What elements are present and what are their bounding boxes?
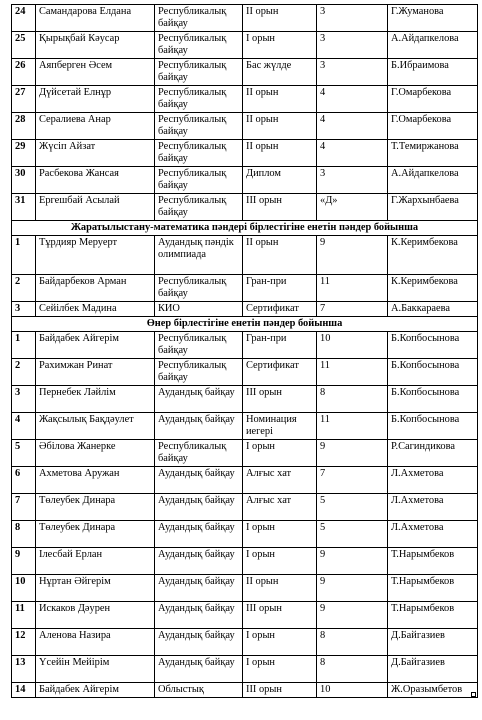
table-row bbox=[12, 629, 478, 656]
award-place-cell: Бас жүлде bbox=[243, 59, 317, 86]
award-place-cell: I орын bbox=[243, 656, 317, 683]
table-resize-handle[interactable] bbox=[471, 692, 476, 697]
student-name-cell: Тұрдияр Меруерт bbox=[36, 236, 155, 275]
grade-cell: 8 bbox=[317, 629, 388, 656]
teacher-name-cell: Б.Копбосынова bbox=[388, 386, 478, 413]
grade-cell: 9 bbox=[317, 236, 388, 275]
student-name-cell: Аяпберген Әсем bbox=[36, 59, 155, 86]
table-row bbox=[12, 302, 478, 317]
award-place-cell: Гран-при bbox=[243, 332, 317, 359]
student-name-cell: Қырықбай Кәусар bbox=[36, 32, 155, 59]
row-number-cell: 5 bbox=[12, 440, 36, 467]
teacher-name-cell: Т.Нарымбеков bbox=[388, 548, 478, 575]
award-place-cell: I орын bbox=[243, 440, 317, 467]
row-number-cell: 12 bbox=[12, 629, 36, 656]
award-place-cell: II орын bbox=[243, 5, 317, 32]
row-number-cell: 4 bbox=[12, 413, 36, 440]
student-name-cell: Байдабек Айгерім bbox=[36, 332, 155, 359]
award-place-cell: Сертификат bbox=[243, 302, 317, 317]
competition-level-cell: Аудандық байқау bbox=[155, 548, 243, 575]
grade-cell: 3 bbox=[317, 32, 388, 59]
award-place-cell: II орын bbox=[243, 140, 317, 167]
award-place-cell: Гран-при bbox=[243, 275, 317, 302]
student-name-cell: Ілесбай Ерлан bbox=[36, 548, 155, 575]
teacher-name-cell: А.Айдапкелова bbox=[388, 32, 478, 59]
competition-level-cell: Аудандық байқау bbox=[155, 467, 243, 494]
teacher-name-cell: Т.Нарымбеков bbox=[388, 602, 478, 629]
row-number-cell: 14 bbox=[12, 683, 36, 698]
teacher-name-cell: Б.Копбосынова bbox=[388, 413, 478, 440]
teacher-name-cell: Т.Темиржанова bbox=[388, 140, 478, 167]
student-name-cell: Үсейін Мейірім bbox=[36, 656, 155, 683]
student-name-cell: Төлеубек Динара bbox=[36, 521, 155, 548]
award-place-cell: Алғыс хат bbox=[243, 494, 317, 521]
teacher-name-cell: А.Айдапкелова bbox=[388, 167, 478, 194]
teacher-name-cell: Г.Жуманова bbox=[388, 5, 478, 32]
competition-level-cell: Республикалық байқау bbox=[155, 167, 243, 194]
student-name-cell: Сералиева Анар bbox=[36, 113, 155, 140]
student-name-cell: Әбілова Жанерке bbox=[36, 440, 155, 467]
competition-level-cell: КИО bbox=[155, 302, 243, 317]
grade-cell: 10 bbox=[317, 332, 388, 359]
table-row bbox=[12, 602, 478, 629]
table-row bbox=[12, 113, 478, 140]
grade-cell: 7 bbox=[317, 302, 388, 317]
teacher-name-cell: Г.Омарбекова bbox=[388, 113, 478, 140]
table-row bbox=[12, 548, 478, 575]
student-name-cell: Жақсылық Бақдәулет bbox=[36, 413, 155, 440]
teacher-name-cell: Л.Ахметова bbox=[388, 521, 478, 548]
row-number-cell: 27 bbox=[12, 86, 36, 113]
row-number-cell: 31 bbox=[12, 194, 36, 221]
competition-level-cell: Республикалық байқау bbox=[155, 140, 243, 167]
student-name-cell: Нұртан Әйгерім bbox=[36, 575, 155, 602]
competition-level-cell: Республикалық байқау bbox=[155, 359, 243, 386]
competition-level-cell: Республикалық байқау bbox=[155, 5, 243, 32]
teacher-name-cell: Б.Копбосынова bbox=[388, 359, 478, 386]
student-name-cell: Самандарова Елдана bbox=[36, 5, 155, 32]
teacher-name-cell: А.Баккараева bbox=[388, 302, 478, 317]
grade-cell: 11 bbox=[317, 275, 388, 302]
table-row bbox=[12, 467, 478, 494]
grade-cell: 8 bbox=[317, 386, 388, 413]
teacher-name-cell: Б.Ибраимова bbox=[388, 59, 478, 86]
row-number-cell: 1 bbox=[12, 332, 36, 359]
teacher-name-cell: К.Керимбекова bbox=[388, 236, 478, 275]
grade-cell: 10 bbox=[317, 683, 388, 698]
row-number-cell: 11 bbox=[12, 602, 36, 629]
competition-level-cell: Аудандық байқау bbox=[155, 521, 243, 548]
award-place-cell: II орын bbox=[243, 113, 317, 140]
teacher-name-cell: Г.Жархынбаева bbox=[388, 194, 478, 221]
award-place-cell: Номинация иегері bbox=[243, 413, 317, 440]
competition-level-cell: Аудандық байқау bbox=[155, 575, 243, 602]
grade-cell: 7 bbox=[317, 467, 388, 494]
competition-level-cell: Республикалық байқау bbox=[155, 332, 243, 359]
student-name-cell: Рахимжан Ринат bbox=[36, 359, 155, 386]
award-place-cell: Алғыс хат bbox=[243, 467, 317, 494]
teacher-name-cell: Ж.Оразымбетов bbox=[388, 683, 478, 698]
row-number-cell: 2 bbox=[12, 359, 36, 386]
row-number-cell: 1 bbox=[12, 236, 36, 275]
grade-cell: 4 bbox=[317, 113, 388, 140]
award-place-cell: III орын bbox=[243, 194, 317, 221]
grade-cell: 3 bbox=[317, 59, 388, 86]
grade-cell: 5 bbox=[317, 521, 388, 548]
table-row bbox=[12, 140, 478, 167]
row-number-cell: 2 bbox=[12, 275, 36, 302]
competition-level-cell: Аудандық байқау bbox=[155, 656, 243, 683]
teacher-name-cell: Р.Сагиндикова bbox=[388, 440, 478, 467]
award-place-cell: I орын bbox=[243, 32, 317, 59]
section-header-row bbox=[12, 317, 478, 332]
teacher-name-cell: Л.Ахметова bbox=[388, 494, 478, 521]
grade-cell: 9 bbox=[317, 602, 388, 629]
table-row bbox=[12, 440, 478, 467]
grade-cell: 3 bbox=[317, 167, 388, 194]
competition-level-cell: Республикалық байқау bbox=[155, 32, 243, 59]
teacher-name-cell: Б.Копбосынова bbox=[388, 332, 478, 359]
table-row bbox=[12, 683, 478, 698]
row-number-cell: 13 bbox=[12, 656, 36, 683]
competition-level-cell: Аудандық байқау bbox=[155, 413, 243, 440]
student-name-cell: Байдабек Айгерім bbox=[36, 683, 155, 698]
award-place-cell: Диплом bbox=[243, 167, 317, 194]
row-number-cell: 3 bbox=[12, 386, 36, 413]
competition-level-cell: Республикалық байқау bbox=[155, 275, 243, 302]
teacher-name-cell: Д.Байгазиев bbox=[388, 656, 478, 683]
table-row bbox=[12, 59, 478, 86]
results-table bbox=[11, 4, 478, 698]
grade-cell: 8 bbox=[317, 656, 388, 683]
table-row bbox=[12, 386, 478, 413]
row-number-cell: 3 bbox=[12, 302, 36, 317]
award-place-cell: I орын bbox=[243, 548, 317, 575]
grade-cell: 9 bbox=[317, 548, 388, 575]
award-place-cell: III орын bbox=[243, 386, 317, 413]
table-row bbox=[12, 194, 478, 221]
student-name-cell: Сейілбек Мадина bbox=[36, 302, 155, 317]
table-row bbox=[12, 332, 478, 359]
award-place-cell: Сертификат bbox=[243, 359, 317, 386]
student-name-cell: Искаков Дәурен bbox=[36, 602, 155, 629]
row-number-cell: 25 bbox=[12, 32, 36, 59]
student-name-cell: Дүйсетай Елнұр bbox=[36, 86, 155, 113]
student-name-cell: Төлеубек Динара bbox=[36, 494, 155, 521]
competition-level-cell: Аудандық байқау bbox=[155, 386, 243, 413]
results-table-body bbox=[12, 5, 478, 698]
row-number-cell: 6 bbox=[12, 467, 36, 494]
award-place-cell: II орын bbox=[243, 236, 317, 275]
row-number-cell: 10 bbox=[12, 575, 36, 602]
section-title: Жаратылыстану-математика пәндері бірлестігіне енетін пәндер бойынша bbox=[12, 221, 478, 236]
award-place-cell: I орын bbox=[243, 521, 317, 548]
grade-cell: 5 bbox=[317, 494, 388, 521]
grade-cell: 11 bbox=[317, 359, 388, 386]
table-row bbox=[12, 656, 478, 683]
row-number-cell: 29 bbox=[12, 140, 36, 167]
teacher-name-cell: Г.Омарбекова bbox=[388, 86, 478, 113]
teacher-name-cell: Д.Байгазиев bbox=[388, 629, 478, 656]
competition-level-cell: Аудандық байқау bbox=[155, 629, 243, 656]
teacher-name-cell: Л.Ахметова bbox=[388, 467, 478, 494]
row-number-cell: 8 bbox=[12, 521, 36, 548]
student-name-cell: Байдарбеков Арман bbox=[36, 275, 155, 302]
table-row bbox=[12, 86, 478, 113]
grade-cell: 9 bbox=[317, 440, 388, 467]
row-number-cell: 30 bbox=[12, 167, 36, 194]
table-row bbox=[12, 494, 478, 521]
student-name-cell: Ергешбай Асылай bbox=[36, 194, 155, 221]
table-row bbox=[12, 167, 478, 194]
student-name-cell: Ахметова Аружан bbox=[36, 467, 155, 494]
teacher-name-cell: Т.Нарымбеков bbox=[388, 575, 478, 602]
award-place-cell: I орын bbox=[243, 629, 317, 656]
section-header-row bbox=[12, 221, 478, 236]
competition-level-cell: Республикалық байқау bbox=[155, 59, 243, 86]
grade-cell: «Д» bbox=[317, 194, 388, 221]
grade-cell: 4 bbox=[317, 86, 388, 113]
document-page bbox=[11, 4, 477, 698]
table-row bbox=[12, 5, 478, 32]
table-row bbox=[12, 521, 478, 548]
award-place-cell: III орын bbox=[243, 602, 317, 629]
row-number-cell: 28 bbox=[12, 113, 36, 140]
competition-level-cell: Республикалық байқау bbox=[155, 113, 243, 140]
section-title: Өнер бірлестігіне енетін пәндер бойынша bbox=[12, 317, 478, 332]
row-number-cell: 9 bbox=[12, 548, 36, 575]
row-number-cell: 26 bbox=[12, 59, 36, 86]
competition-level-cell: Республикалық байқау bbox=[155, 86, 243, 113]
table-row bbox=[12, 32, 478, 59]
award-place-cell: III орын bbox=[243, 683, 317, 698]
row-number-cell: 7 bbox=[12, 494, 36, 521]
competition-level-cell: Аудандық пәндік олимпиада bbox=[155, 236, 243, 275]
student-name-cell: Расбекова Жансая bbox=[36, 167, 155, 194]
award-place-cell: II орын bbox=[243, 575, 317, 602]
competition-level-cell: Республикалық байқау bbox=[155, 440, 243, 467]
competition-level-cell: Облыстық bbox=[155, 683, 243, 698]
student-name-cell: Пернебек Ләйлім bbox=[36, 386, 155, 413]
table-row bbox=[12, 359, 478, 386]
grade-cell: 3 bbox=[317, 5, 388, 32]
grade-cell: 4 bbox=[317, 140, 388, 167]
table-row bbox=[12, 413, 478, 440]
grade-cell: 9 bbox=[317, 575, 388, 602]
award-place-cell: II орын bbox=[243, 86, 317, 113]
student-name-cell: Жүсіп Айзат bbox=[36, 140, 155, 167]
table-row bbox=[12, 275, 478, 302]
competition-level-cell: Аудандық байқау bbox=[155, 602, 243, 629]
table-row bbox=[12, 575, 478, 602]
competition-level-cell: Республикалық байқау bbox=[155, 194, 243, 221]
student-name-cell: Аленова Назира bbox=[36, 629, 155, 656]
teacher-name-cell: К.Керимбекова bbox=[388, 275, 478, 302]
row-number-cell: 24 bbox=[12, 5, 36, 32]
competition-level-cell: Аудандық байқау bbox=[155, 494, 243, 521]
table-row bbox=[12, 236, 478, 275]
grade-cell: 11 bbox=[317, 413, 388, 440]
